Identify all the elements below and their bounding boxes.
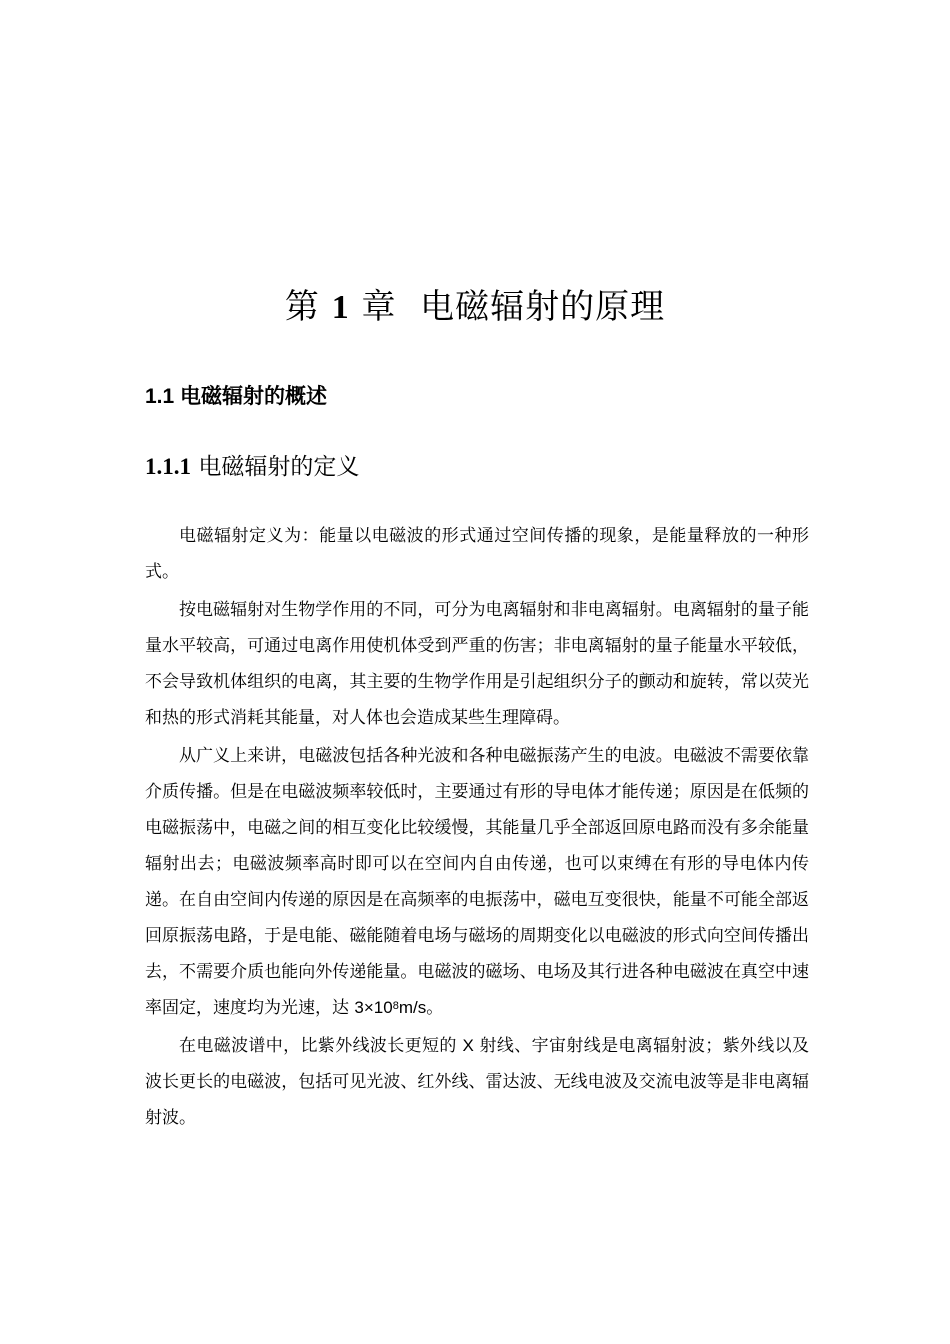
chapter-number: 1: [331, 289, 350, 326]
speed-base: 3×10: [354, 998, 393, 1017]
section-number: 1.1: [145, 385, 175, 408]
speed-unit: m/s: [398, 998, 427, 1017]
chapter-title-text: 电磁辐射的原理: [420, 287, 666, 327]
paragraph-spectrum-end: 射线、宇宙射线是电离辐射波；紫外线以及波长更长的电磁波，包括可见光波、红外线、雷达波、无线电波及交流电波等是非电离辐射波。: [145, 1036, 809, 1128]
section-heading: [145, 380, 327, 414]
paragraph-classification: 按电磁辐射对生物学作用的不同，可分为电离辐射和非电离辐射。电离辐射的量子能量水平较高，可通过电离作用使机体受到严重的伤害；非电离辐射的量子能量水平较低，不会导致机体组织的电离，其主要的生物学作用是引起组织分子的颤动和旋转，常以荧光和热的形式消耗其能量，对人体也会造成某些生理障碍。: [145, 600, 809, 728]
chapter-title: [0, 282, 950, 333]
paragraph-wave-propagation-text: 从广义上来讲，电磁波包括各种光波和各种电磁振荡产生的电波。电磁波不需要依靠介质传播。但是在电磁波频率较低时，主要通过有形的导电体才能传递；原因是在低频的电磁振荡中，电磁之间的相互变化比较缓慢，其能量几乎全部返回原电路而没有多余能量辐射出去；电磁波频率高时即可以在空间内自由传递，也可以束缚在有形的导电体内传递。在自由空间内传递的原因是在高频率的电振荡中，磁电互变很快，能量不可能全部返回原振荡电路，于是电能、磁能随着电场与磁场的周期变化以电磁波的形式向空间传播出去，不需要介质也能向外传递能量。电磁波的磁场、电场及其行进各种电磁波在真空中速率固定，速度均为光速，达: [145, 746, 809, 1018]
speed-end: 。: [426, 998, 444, 1018]
body-text: [145, 518, 809, 1138]
subsection-heading: [145, 450, 359, 484]
speed-of-light-value: [354, 998, 426, 1017]
paragraph-wave-propagation: [145, 738, 809, 1026]
paragraph-definition: 电磁辐射定义为：能量以电磁波的形式通过空间传播的现象，是能量释放的一种形式。: [145, 526, 809, 582]
chapter-number-prefix: 第: [284, 287, 332, 327]
x-ray-letter: X: [462, 1036, 474, 1055]
speed-exponent: 8: [392, 1000, 399, 1012]
paragraph-spectrum: [145, 1028, 809, 1136]
subsection-number: 1.1.1: [145, 454, 191, 479]
section-title-text: 电磁辐射的概述: [180, 385, 328, 408]
chapter-number-suffix: 章: [349, 287, 397, 327]
subsection-title-text: 电磁辐射的定义: [198, 454, 360, 480]
paragraph-spectrum-start: 在电磁波谱中，比紫外线波长更短的: [179, 1036, 463, 1056]
